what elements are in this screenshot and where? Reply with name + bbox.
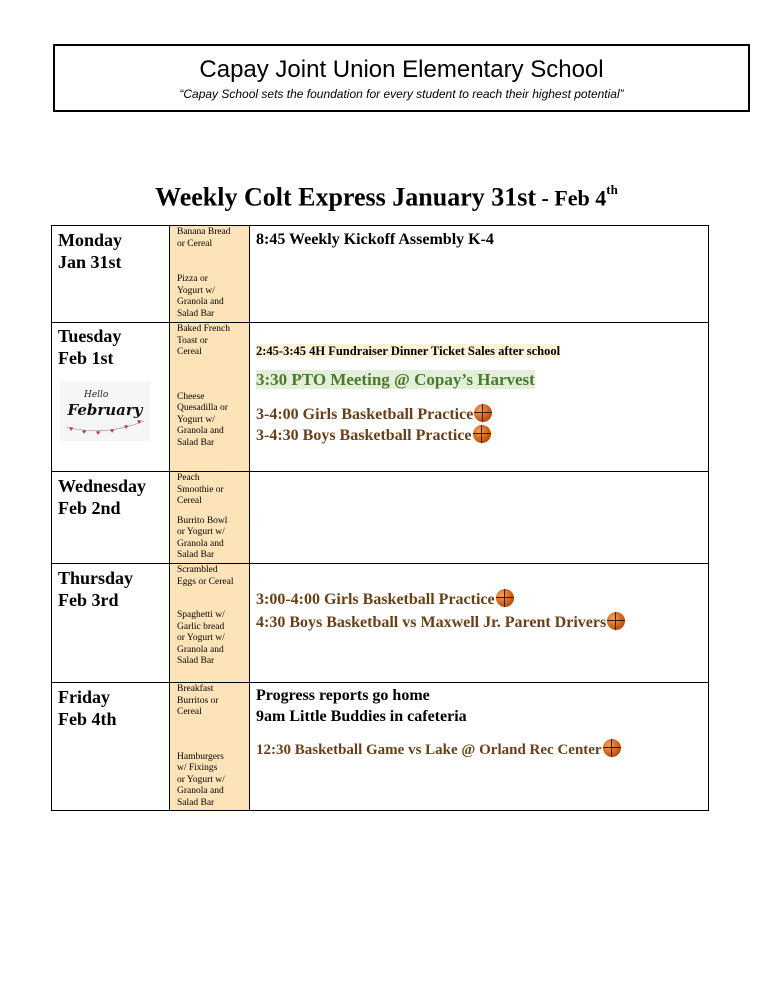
lunch-line: or Yogurt w/: [177, 527, 225, 537]
events-cell: [250, 323, 709, 472]
basketball-icon: [473, 425, 491, 443]
breakfast-line: Baked French: [177, 324, 231, 334]
lunch-line: Yogurt w/: [177, 414, 215, 425]
breakfast-line: Breakfast: [177, 684, 214, 694]
hello-february-graphic: [60, 381, 150, 441]
event-text: 9am Little Buddies in cafeteria: [256, 708, 467, 725]
event-item: [250, 589, 708, 610]
lunch-line: Cheese: [177, 391, 205, 402]
events-cell: [250, 226, 709, 323]
day-name: Tuesday: [58, 326, 122, 346]
lunch-line: Salad Bar: [177, 550, 215, 560]
lunch-line: Salad Bar: [177, 656, 215, 666]
menu-cell: [170, 323, 250, 472]
lunch-line: Pizza or: [177, 274, 208, 284]
event-text: Progress reports go home: [256, 687, 430, 704]
lunch-line: w/ Fixings: [177, 763, 218, 773]
day-cell: [52, 564, 170, 683]
breakfast-line: Peach: [177, 473, 200, 483]
menu-cell: [170, 683, 250, 811]
basketball-icon: [474, 404, 492, 422]
table-row-thursday: [52, 564, 709, 683]
title-main: Weekly Colt Express January 31st: [155, 182, 537, 212]
day-date: Feb 3rd: [58, 590, 119, 610]
breakfast-line: or Cereal: [177, 238, 213, 249]
day-name: Monday: [58, 230, 123, 250]
document-title: [0, 176, 773, 215]
table-row-wednesday: [52, 472, 709, 564]
table-row-tuesday: [52, 323, 709, 472]
breakfast-line: Eggs or Cereal: [177, 576, 234, 587]
lunch-line: Salad Bar: [177, 797, 215, 808]
event-text: 3:30 PTO Meeting @ Copay’s Harvest: [256, 370, 535, 389]
breakfast-line: Burritos or: [177, 695, 219, 706]
lunch-line: Quesadilla or: [177, 403, 228, 413]
svg-text:♥: ♥: [96, 429, 101, 437]
lunch-line: Granola and: [177, 644, 224, 655]
day-cell: [52, 472, 170, 564]
event-text: 3:00-4:00 Girls Basketball Practice: [256, 591, 495, 608]
day-name: Wednesday: [58, 476, 147, 496]
svg-text:♥: ♥: [110, 427, 115, 435]
basketball-icon: [496, 589, 514, 607]
day-date: Jan 31st: [58, 252, 122, 272]
lunch-line: Granola and: [177, 786, 224, 796]
title-superscript: th: [606, 182, 618, 197]
breakfast-line: Scrambled: [177, 565, 218, 575]
graphic-hello: Hello: [84, 390, 109, 400]
menu-cell: [170, 472, 250, 564]
lunch-line: Salad Bar: [177, 308, 215, 319]
event-item: [250, 612, 708, 633]
lunch-line: Granola and: [177, 538, 224, 549]
breakfast-line: Smoothie or: [177, 484, 224, 495]
event-text: 8:45 Weekly Kickoff Assembly K-4: [256, 231, 494, 248]
menu-cell: [170, 226, 250, 323]
event-text: 2:45-3:45 4H Fundraiser Dinner Ticket Sales after school: [256, 344, 561, 358]
lunch-line: Yogurt w/: [177, 285, 215, 296]
svg-text:♥: ♥: [69, 425, 74, 433]
school-motto: “Capay School sets the foundation for every student to reach their highest potential”: [179, 87, 624, 101]
day-date: Feb 2nd: [58, 498, 121, 518]
event-item: [250, 425, 708, 446]
table-row-friday: [52, 683, 709, 811]
svg-text:♥: ♥: [137, 418, 142, 426]
school-header: [53, 44, 750, 112]
lunch-line: Burrito Bowl: [177, 515, 228, 526]
events-cell: [250, 472, 709, 564]
breakfast-line: Cereal: [177, 707, 202, 717]
breakfast-line: Toast or: [177, 335, 208, 346]
lunch-line: or Yogurt w/: [177, 774, 225, 785]
basketball-icon: [607, 612, 625, 630]
day-date: Feb 1st: [58, 348, 114, 368]
day-name: Thursday: [58, 568, 134, 588]
lunch-line: Hamburgers: [177, 751, 224, 762]
day-cell: [52, 226, 170, 323]
lunch-line: Garlic bread: [177, 621, 225, 632]
event-text: 12:30 Basketball Game vs Lake @ Orland Rec Center: [256, 742, 602, 758]
school-name: Capay Joint Union Elementary School: [199, 56, 604, 83]
title-separator: -: [536, 185, 555, 211]
events-cell: [250, 564, 709, 683]
lunch-line: Granola and: [177, 426, 224, 436]
breakfast-line: Banana Bread: [177, 227, 231, 237]
table-row-monday: [52, 226, 709, 323]
day-cell: [52, 683, 170, 811]
weekly-schedule-table: [51, 225, 709, 811]
breakfast-line: Cereal: [177, 496, 202, 506]
basketball-icon: [603, 739, 621, 757]
breakfast-line: Cereal: [177, 347, 202, 357]
day-name: Friday: [58, 687, 110, 707]
event-text: 3-4:30 Boys Basketball Practice: [256, 427, 472, 444]
day-cell: [52, 323, 170, 472]
event-item: [250, 739, 708, 761]
graphic-february: February: [67, 401, 143, 419]
events-cell: [250, 683, 709, 811]
event-text: 4:30 Boys Basketball vs Maxwell Jr. Parent Drivers: [256, 614, 607, 631]
event-item: [250, 369, 708, 390]
event-item: [250, 404, 708, 425]
lunch-line: or Yogurt w/: [177, 633, 225, 643]
day-date: Feb 4th: [58, 709, 117, 729]
lunch-line: Granola and: [177, 297, 224, 307]
menu-cell: [170, 564, 250, 683]
svg-text:♥: ♥: [82, 428, 87, 436]
title-end: Feb 4: [554, 185, 607, 211]
lunch-line: Spaghetti w/: [177, 610, 225, 620]
event-text: 3-4:00 Girls Basketball Practice: [256, 406, 474, 423]
lunch-line: Salad Bar: [177, 437, 215, 448]
svg-text:♥: ♥: [124, 423, 129, 431]
event-item: [250, 343, 708, 359]
